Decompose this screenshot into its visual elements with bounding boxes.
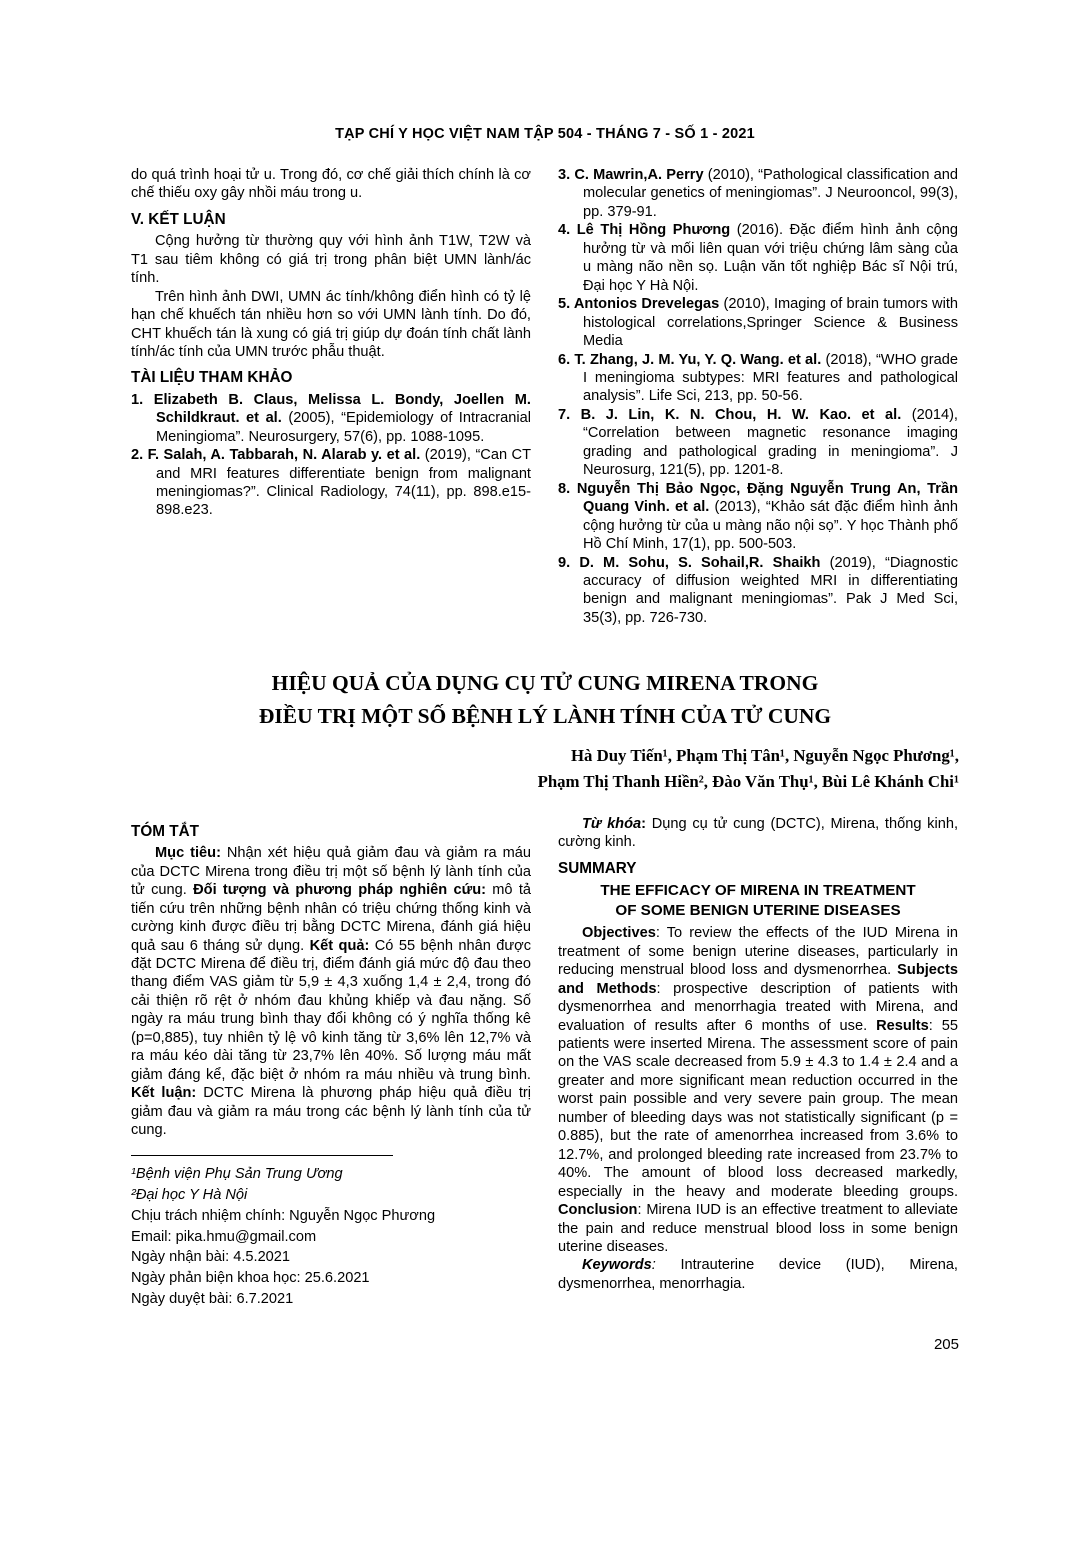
summary-title-line2: OF SOME BENIGN UTERINE DISEASES xyxy=(615,902,901,920)
authors-line1: Hà Duy Tiến¹, Phạm Thị Tân¹, Nguyễn Ngọc Phương¹, xyxy=(570,745,959,765)
abstract-paragraph: Mục tiêu: Nhận xét hiệu quả giảm đau và giảm ra máu của DCTC Mirena trong điều trị một số bệnh lý lành tính của tử cung. Đối tượng và phương pháp nghiên cứu: mô tả tiến cứu trên những bệnh nhân có triệu chứng thống kinh và cường kinh được điều trị bằng DCTC Mirena, đánh giá hiệu quả sau 6 tháng sử dụng. Kết quả: Có 55 bệnh nhân được đặt DCTC Mirena để điều trị, điểm đánh giá mức độ đau theo thang điểm VAS giảm từ 5,9 ± 4,3 xuống 1,4 ± 2,4, trong đó cải thiện rõ rệt ở nhóm đau khủng khiếp và đau nặng. Số ngày ra máu trung bình thay đổi không có ý nghĩa thống kê (p=0,885), tuy nhiên tỷ lệ vô kinh tăng từ 3,6% lên 12,7% và ra máu kéo dài tăng từ 23,7% lên 40%. Số lượng máu mất giảm đáng kể, đặc biệt ở nhóm ra máu nhiều và trung bình. Kết luận: DCTC Mirena là phương pháp hiệu quả điều trị giảm đau và giảm ra máu trong các bệnh lý lành tính của tử cung. xyxy=(131,845,531,1139)
footnote-divider xyxy=(131,1155,393,1156)
top-section xyxy=(131,166,959,627)
summary-title-line1: THE EFFICACY OF MIRENA IN TREATMENT xyxy=(600,882,916,900)
page-number: 205 xyxy=(933,1335,959,1353)
footnote-received-date: Ngày nhận bài: 4.5.2021 xyxy=(131,1249,291,1266)
article-title-line1: HIỆU QUẢ CỦA DỤNG CỤ TỬ CUNG MIRENA TRONG xyxy=(271,671,819,696)
summary-paragraph: Objectives: To review the effects of the IUD Mirena in treatment of some benign uterine diseases, particularly in reducing menstrual blood loss and dysmenorrhea. Subjects and Methods: prospective description of patients with dysmenorrhea and menorrhagia treated with Mirena, and evaluation of results after 6 months of use. Results: 55 patients were inserted Mirena. The assessment score of pain on the VAS scale decreased from 5.9 ± 4.3 to 1.4 ± 2.4 and a greater and more significant mean reduction occurred in the worst pain possible and very severe pain group. The mean number of bleeding days was not statistically significant (p = 0.885), but the rate of amenorrhea increased from 3.6% to 12.7%, and prolonged bleeding rate increased from 23.7% to 40%. The amount of blood loss decreased markedly, especially in the heavy and moderate bleeding groups. Conclusion: Mirena IUD is an effective treatment to alleviate the pain and reduce menstrual blood loss in some benign uterine diseases. xyxy=(558,925,958,1255)
reference-item-9: 9. D. M. Sohu, S. Sohail,R. Shaikh (2019), “Diagnostic accuracy of diffusion weighted MRI in differentiating benign and malignant meningiomas”. Pak J Med Sci, 35(3), pp. 726-730. xyxy=(558,554,958,626)
footnote-review-date: Ngày phản biện khoa học: 25.6.2021 xyxy=(131,1270,370,1287)
article-title xyxy=(131,667,959,732)
summary-heading: SUMMARY xyxy=(558,859,637,877)
summary-title xyxy=(558,881,958,921)
footnote-corresponding-author: Chịu trách nhiệm chính: Nguyễn Ngọc Phương xyxy=(131,1207,436,1224)
footnote-accepted-date: Ngày duyệt bài: 6.7.2021 xyxy=(131,1290,294,1307)
bottom-right-column xyxy=(558,815,958,1310)
reference-item-7: 7. B. J. Lin, K. N. Chou, H. W. Kao. et al. (2014), “Correlation between magnetic resonance imaging grading and pathological grading in meningioma”. J Neurosurg, 121(5), pp. 1201-8. xyxy=(558,406,958,479)
reference-item-4: 4. Lê Thị Hồng Phương (2016). Đặc điểm hình ảnh cộng hưởng từ và mối liên quan với triệu chứng lâm sàng của u màng não nền sọ. Luận văn tốt nghiệp Bác sĩ Nội trú, Đại học Y Hà Nội. xyxy=(558,222,958,294)
footnotes-block xyxy=(131,1164,531,1309)
reference-item-1: 1. Elizabeth B. Claus, Melissa L. Bondy, Joellen M. Schildkraut. et al. (2005), “Epidemiology of Intracranial Meningioma”. Neurosurgery, 57(6), pp. 1088-1095. xyxy=(131,391,531,445)
authors-block xyxy=(131,743,959,795)
reference-item-6: 6. T. Zhang, J. M. Yu, Y. Q. Wang. et al. (2018), “WHO grade I meningioma subtypes: MRI features and pathological analysis”. Life Sci, 213, pp. 50-56. xyxy=(558,351,959,405)
footnote-email: Email: pika.hmu@gmail.com xyxy=(131,1228,317,1245)
reference-item-8: 8. Nguyễn Thị Bảo Ngọc, Đặng Nguyễn Trung An, Trần Quang Vinh. et al. (2013), “Khảo sát đặc điểm hình ảnh cộng hưởng từ của u màng não nội sọ”. Y học Thành phố Hồ Chí Minh, 17(1), pp. 500-503. xyxy=(558,480,958,553)
bottom-left-column xyxy=(131,815,531,1310)
footnote-affiliation-1: ¹Bệnh viện Phụ Sản Trung Ương xyxy=(131,1166,343,1183)
authors-line2: Phạm Thị Thanh Hiền², Đào Văn Thụ¹, Bùi Lê Khánh Chi¹ xyxy=(537,771,959,791)
conclusion-paragraph-1: Cộng hưởng từ thường quy với hình ảnh T1W, T2W và T1 sau tiêm không có giá trị trong phân biệt UMN lành/ác tính. xyxy=(131,233,531,287)
reference-item-2: 2. F. Salah, A. Tabbarah, N. Alarab y. et al. (2019), “Can CT and MRI features differentiate benign from malignant meningiomas?”. Clinical Radiology, 74(11), pp. 898.e15-898.e23. xyxy=(131,447,532,519)
abstract-section xyxy=(131,815,959,1310)
footnote-affiliation-2: ²Đại học Y Hà Nội xyxy=(131,1187,248,1204)
journal-header: TẠP CHÍ Y HỌC VIỆT NAM TẬP 504 - THÁNG 7 - SỐ 1 - 2021 xyxy=(335,126,755,142)
top-left-column xyxy=(131,166,531,627)
tu-khoa-paragraph: Từ khóa: Dụng cụ tử cung (DCTC), Mirena, thống kinh, cường kinh. xyxy=(558,815,958,851)
conclusion-paragraph-2: Trên hình ảnh DWI, UMN ác tính/không điển hình có tỷ lệ hạn chế khuếch tán nhiều hơn so với UMN lành tính. Do đó, CHT khuếch tán là xung có giá trị giúp dự đoán tính chất lành tính/ác tính của UMN trước phẫu thuật. xyxy=(131,288,531,360)
tom-tat-heading: TÓM TẮT xyxy=(131,822,199,840)
reference-item-3: 3. C. Mawrin,A. Perry (2010), “Pathological classification and molecular genetics of meningiomas”. J Neurooncol, 99(3), pp. 379-91. xyxy=(558,167,958,220)
keywords-paragraph: Keywords: Intrauterine device (IUD), Mirena, dysmenorrhea, menorrhagia. xyxy=(558,1257,958,1292)
conclusion-heading: V. KẾT LUẬN xyxy=(131,210,226,228)
article-title-line2: ĐIỀU TRỊ MỘT SỐ BỆNH LÝ LÀNH TÍNH CỦA TỬ CUNG xyxy=(258,703,832,728)
intro-paragraph: do quá trình hoại tử u. Trong đó, cơ chế giải thích chính là cơ chế thiếu oxy gây nhồi máu trong u. xyxy=(131,167,531,202)
references-heading: TÀI LIỆU THAM KHẢO xyxy=(131,369,293,387)
reference-item-5: 5. Antonios Drevelegas (2010), Imaging of brain tumors with histological correlations,Springer Science & Business Media xyxy=(558,296,958,350)
top-right-column xyxy=(558,166,958,627)
